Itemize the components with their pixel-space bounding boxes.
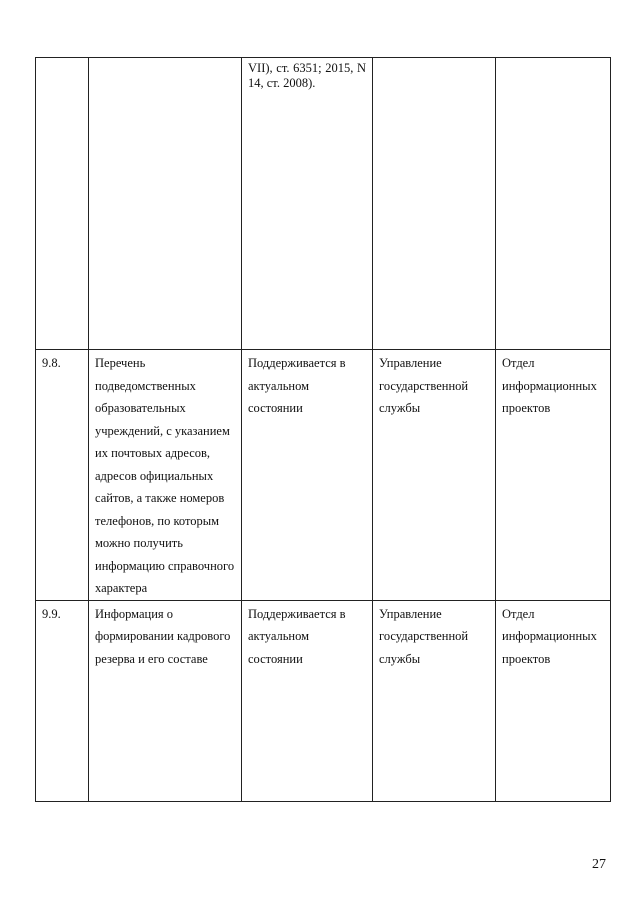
cell-name: [89, 58, 242, 350]
cell-executor: Отдел информационных проектов: [496, 350, 611, 601]
table-row-continuation: [36, 58, 611, 350]
cell-executor: [496, 58, 611, 350]
cell-responsible: [373, 58, 496, 350]
cell-responsible: Управление государственной службы: [373, 350, 496, 601]
cell-number: [36, 58, 89, 350]
table-row: [36, 600, 611, 801]
cell-responsible: Управление государственной службы: [373, 600, 496, 801]
cell-legal-reference: VII), ст. 6351; 2015, N 14, ст. 2008).: [242, 58, 373, 350]
cell-name: Информация о формировании кадрового резерва и его составе: [89, 600, 242, 801]
cell-executor: Отдел информационных проектов: [496, 600, 611, 801]
cell-number: 9.9.: [36, 600, 89, 801]
cell-status: Поддерживается в актуальном состоянии: [242, 350, 373, 601]
cell-number: 9.8.: [36, 350, 89, 601]
information-table: [35, 57, 611, 802]
page-number: 27: [592, 857, 606, 872]
cell-status: Поддерживается в актуальном состоянии: [242, 600, 373, 801]
cell-name: Перечень подведомственных образовательных учреждений, с указанием их почтовых адресов, адресов официальных сайтов, а также номеров телефонов, по которым можно получить информацию справочного характера: [89, 350, 242, 601]
table-row: [36, 350, 611, 601]
